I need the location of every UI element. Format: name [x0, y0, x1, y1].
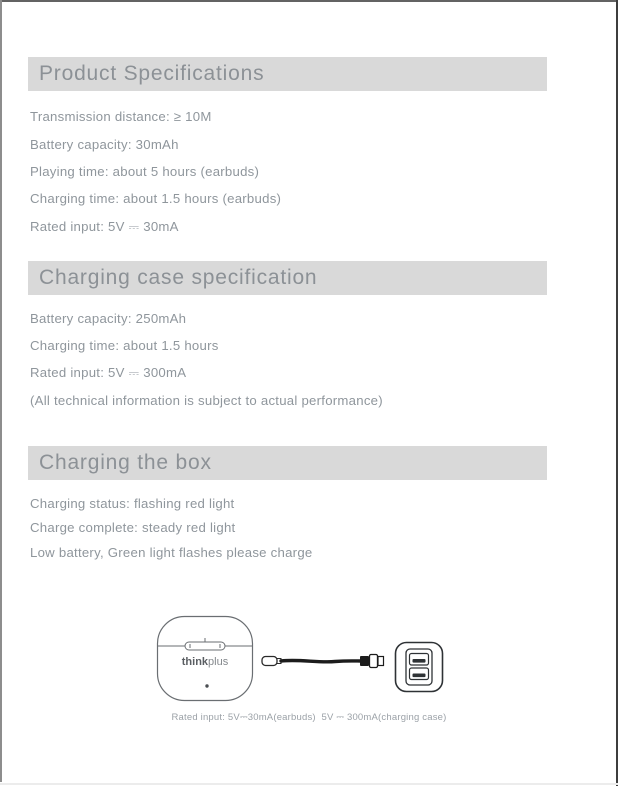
usb-cable-illustration: [260, 648, 390, 674]
section-title: Product Specifications: [39, 62, 265, 85]
page-border-top: [0, 0, 618, 2]
cable-usb-a-tip: [378, 657, 384, 666]
logo-think: think: [181, 656, 209, 668]
spec-rated-input-earbuds: Rated input: 5V ⎓ 30mA: [30, 219, 179, 234]
section-header-charging-the-box: [28, 446, 547, 480]
page-border-left: [0, 0, 2, 782]
page-border-bottom: [0, 783, 618, 785]
case-led-indicator: [205, 684, 208, 687]
spec-rated-input-case: Rated input: 5V ⎓ 300mA: [30, 365, 187, 380]
spec-playing-time: Playing time: about 5 hours (earbuds): [30, 164, 260, 179]
section-title: Charging the box: [39, 451, 212, 474]
spec-transmission-distance: Transmission distance: ≥ 10M: [30, 109, 212, 124]
usb-charger-illustration: [394, 641, 444, 693]
status-low-battery: Low battery, Green light flashes please charge: [30, 545, 313, 560]
cable-usb-a-body: [370, 655, 378, 668]
status-charge-complete: Charge complete: steady red light: [30, 520, 236, 535]
case-hinge-button: [185, 642, 225, 650]
cable-wire: [281, 660, 361, 661]
spec-charging-time-case: Charging time: about 1.5 hours: [30, 338, 219, 353]
thinkplus-logo: [182, 656, 229, 668]
charging-case-illustration: [156, 615, 254, 703]
cable-usb-c-connector: [262, 657, 277, 666]
spec-disclaimer: (All technical information is subject to actual performance): [30, 393, 383, 408]
logo-plus: plus: [208, 656, 229, 668]
status-charging: Charging status: flashing red light: [30, 496, 235, 511]
section-header-charging-case-specification: [28, 261, 547, 295]
cable-usb-a-overmold: [360, 656, 369, 666]
illustration-caption: Rated input: 5V⎓30mA(earbuds) 5V ⎓ 300mA(charging case): [171, 712, 447, 723]
section-header-product-specifications: [28, 57, 547, 91]
spec-battery-capacity-case: Battery capacity: 250mAh: [30, 311, 187, 326]
section-title: Charging case specification: [39, 266, 318, 289]
spec-charging-time-earbuds: Charging time: about 1.5 hours (earbuds): [30, 191, 282, 206]
spec-battery-capacity-earbuds: Battery capacity: 30mAh: [30, 137, 179, 152]
